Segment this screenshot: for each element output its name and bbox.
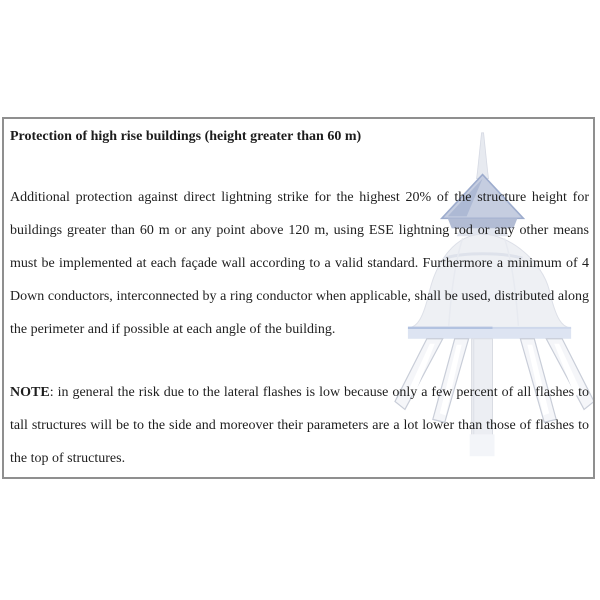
section-heading: Protection of high rise buildings (height greater than 60 m) [10,129,362,144]
note-paragraph [10,376,589,475]
note-label: NOTE [10,385,50,400]
body-paragraph: Additional protection against direct lightning strike for the highest 20% of the structure height for buildings greater than 60 m or any point above 120 m, using ESE lightning rod or any other means must be implemented at each façade wall according to a valid standard. Furthermore a minimum of 4 Down conductors, interconnected by a ring conductor when applicable, shall be used, distributed along the perimeter and if possible at each angle of the building. [10,190,589,337]
note-text: : in general the risk due to the lateral flashes is low because only a few percent of all flashes to tall structures will be to the side and moreover their parameters are a lot lower than those of flashes to the top of structures. [10,385,589,466]
text-box [2,117,595,479]
